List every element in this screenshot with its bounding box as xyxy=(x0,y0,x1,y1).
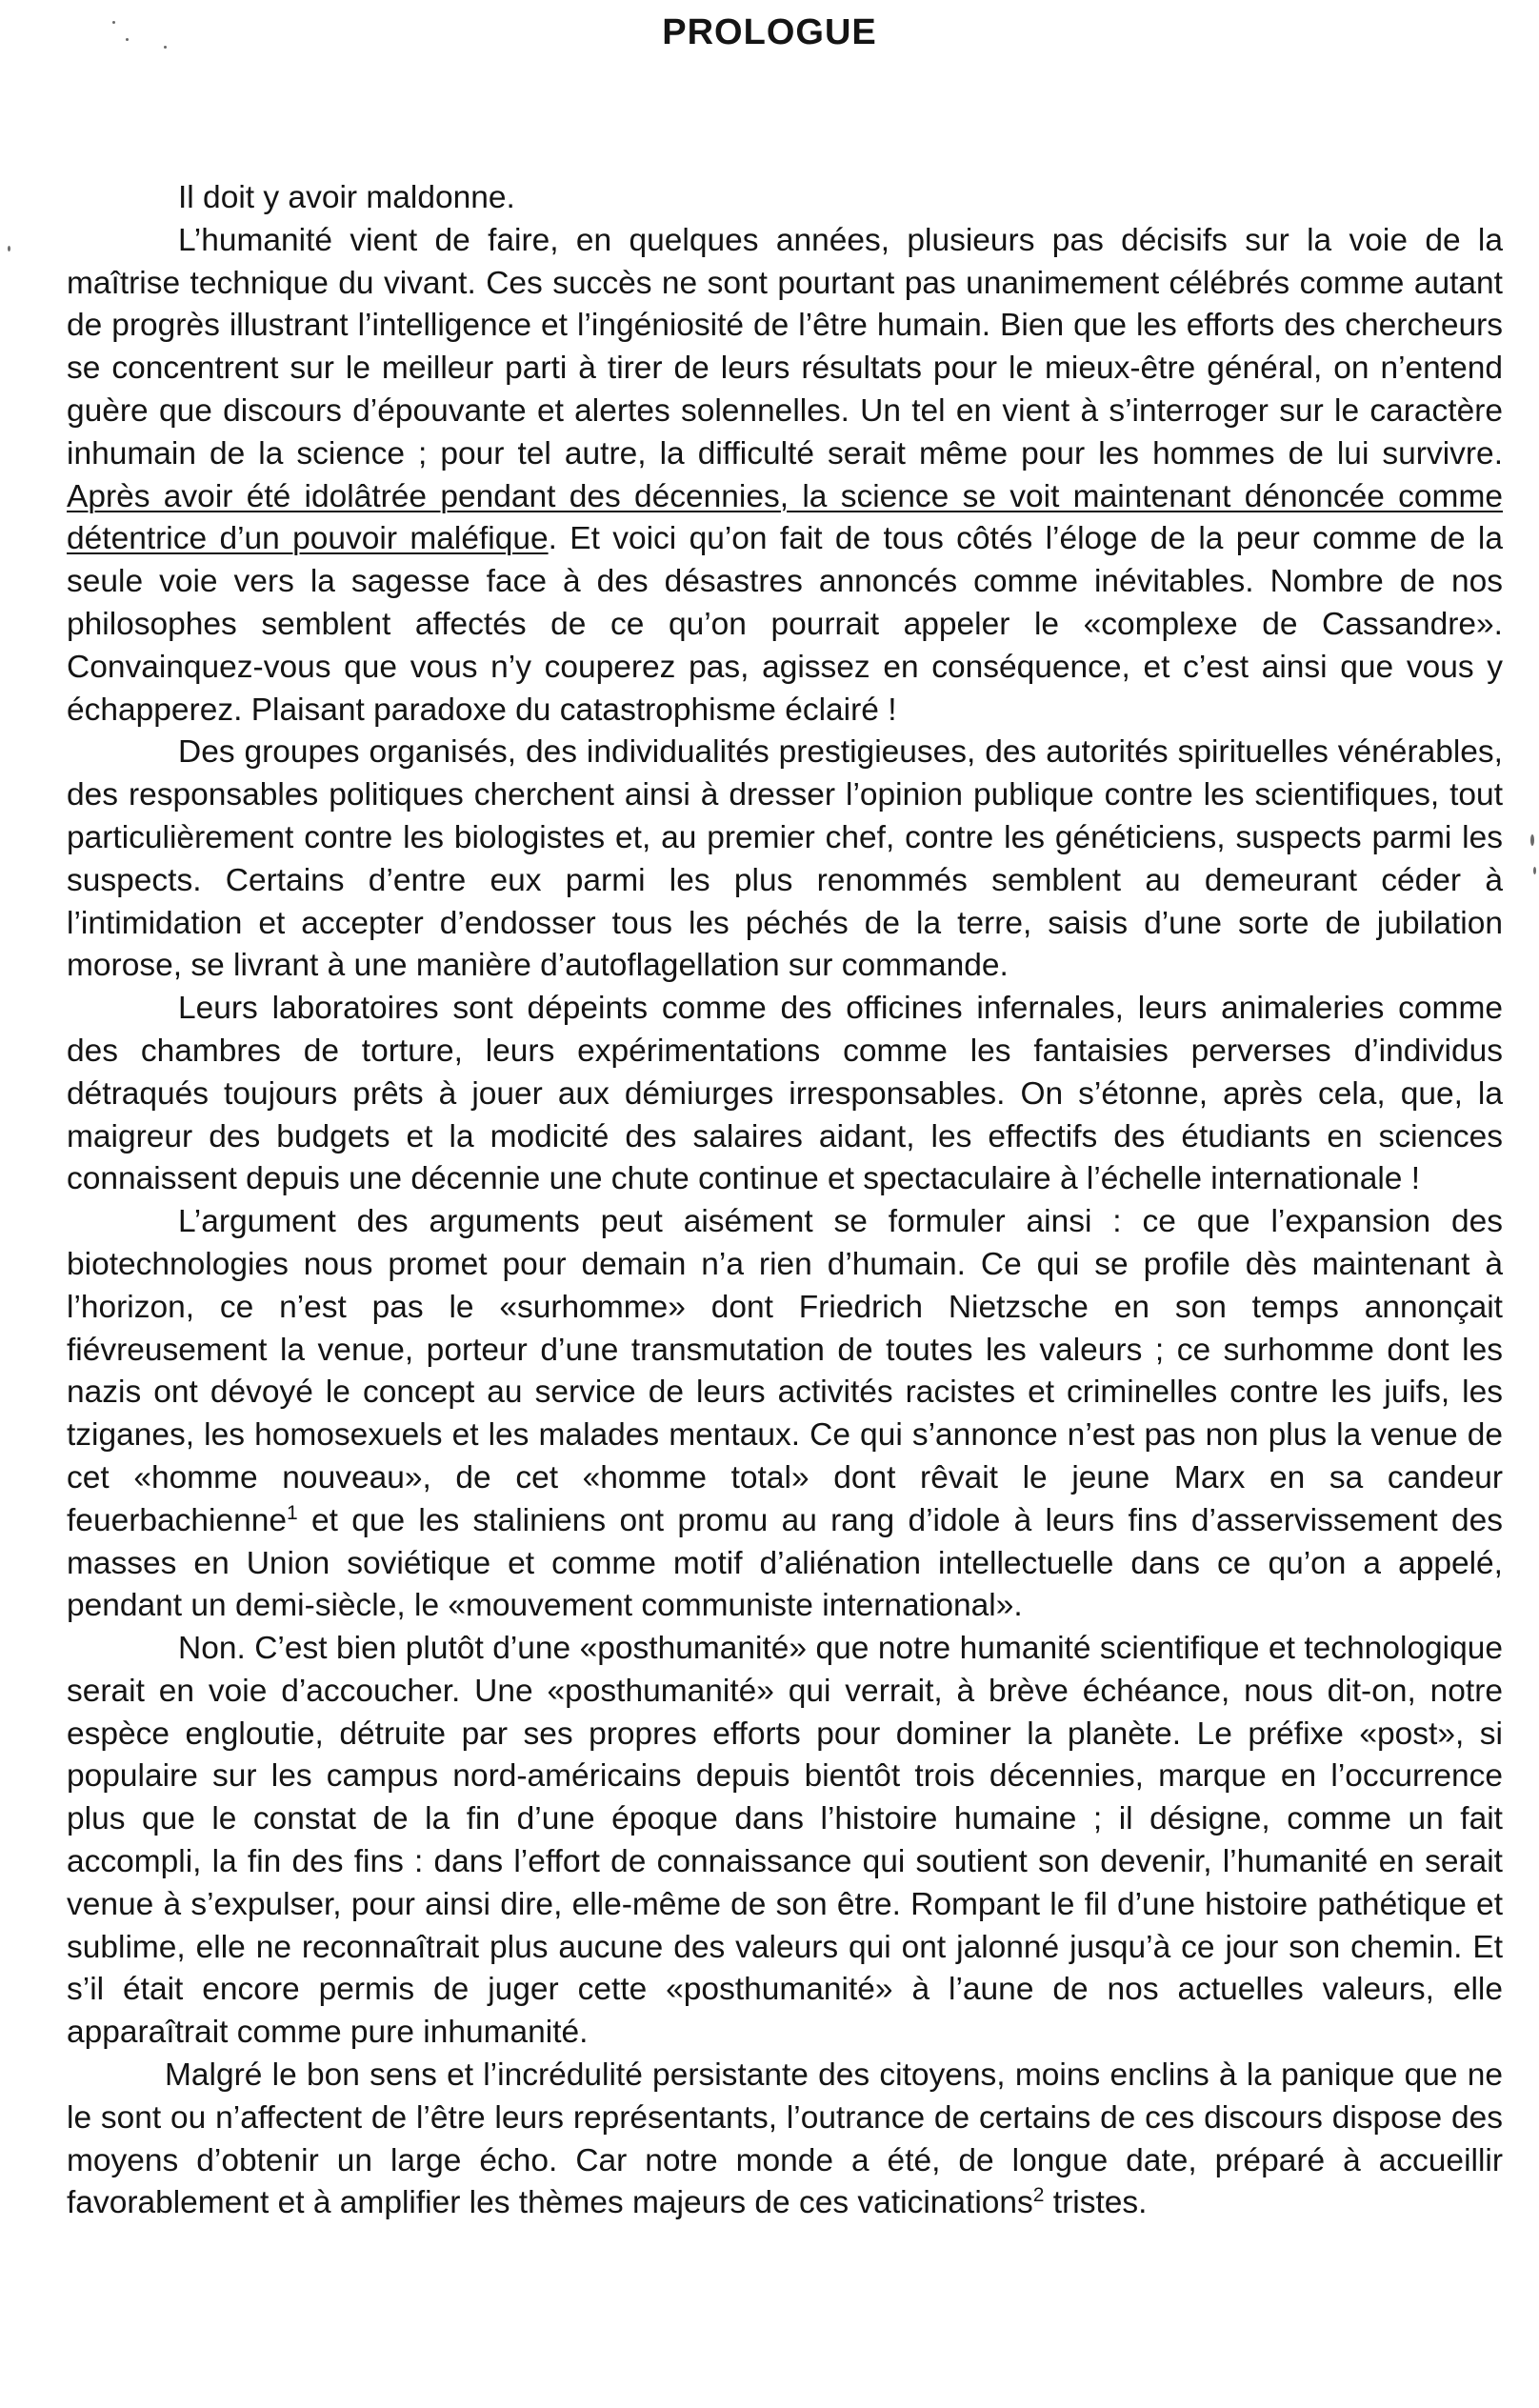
scan-speck xyxy=(126,38,129,41)
text-run: Malgré le bon sens et l’incrédulité persistante des citoyens, moins enclins à la panique que ne le sont ou n’affectent de l’être leurs représentants, l’outrance de certains de ces discours dispose des moyens d’obtenir un large écho. Car notre monde a été, de longue date, préparé à accueillir favorablement et à amplifier les thèmes majeurs de ces vaticinations xyxy=(67,2057,1503,2221)
scan-speck xyxy=(8,246,10,251)
text-run: tristes. xyxy=(1044,2185,1148,2221)
footnote-marker: 1 xyxy=(286,1501,298,1524)
scan-speck xyxy=(1533,867,1536,874)
scan-speck xyxy=(1530,834,1534,846)
text-run: Non. C’est bien plutôt d’une «posthumanité» que notre humanité scientifique et technologique serait en voie d’accoucher. Une «posthumanité» qui verrait, à brève échéance, nous dit-on, notre espèce engloutie, détruite par ses propres efforts pour dominer la planète. Le préfixe «post», si populaire sur les campus nord-américains depuis bientôt trois décennies, marque en l’occurrence plus que le constat de la fin d’une époque dans l’histoire humaine ; il désigne, comme un fait accompli, la fin des fins : dans l’effort de connaissance qui soutient son devenir, l’humanité en serait venue à s’expulser, pour ainsi dire, elle-même de son être. Rompant le fil d’une histoire pathétique et sublime, elle ne reconnaîtrait plus aucune des valeurs qui ont jalonné jusqu’à ce jour son chemin. Et s’il était encore permis de juger cette «posthumanité» à l’aune de nos actuelles valeurs, elle apparaîtrait comme pure inhumanité. xyxy=(67,1631,1503,2051)
text-run: Des groupes organisés, des individualités prestigieuses, des autorités spirituelles vénérables, des responsables politiques cherchent ainsi à dresser l’opinion publique contre les scientifiques, tout particulièrement contre les biologistes et, au premier chef, contre les généticiens, suspects parmi les suspects. Certains d’entre eux parmi les plus renommés semblent au demeurant céder à l’intimidation et accepter d’endosser tous les péchés de la terre, saisis d’une sorte de jubilation morose, se livrant à une manière d’autoflagellation sur commande. xyxy=(67,734,1503,984)
text-run: L’humanité vient de faire, en quelques années, plusieurs pas décisifs sur la voie de la maîtrise technique du vivant. Ces succès ne sont pourtant pas unanimement célébrés comme autant de progrès illustrant l’intelligence et l’ingéniosité de l’être humain. Bien que les efforts des chercheurs se concentrent sur le meilleur parti à tirer de leurs résultats pour le mieux-être général, on n’entend guère que discours d’épouvante et alertes solennelles. Un tel en vient à s’interroger sur le caractère inhumain de la science ; pour tel autre, la difficulté serait même pour les hommes de lui survivre. xyxy=(67,222,1503,472)
scan-speck xyxy=(164,46,167,49)
scan-speck xyxy=(112,21,115,24)
text-run: Il doit y avoir maldonne. xyxy=(178,180,515,215)
page-title: PROLOGUE xyxy=(662,12,877,52)
text-run: . Et voici qu’on fait de tous côtés l’éloge de la peur comme de la seule voie vers la sagesse face à des désastres annoncés comme inévitables. Nombre de nos philosophes semblent affectés de ce qu’on pourrait appeler le «complexe de Cassandre». Convainquez-vous que vous n’y couperez pas, agissez en conséquence, et c’est ainsi que vous y échapperez. Plaisant paradoxe du catastrophisme éclairé ! xyxy=(67,521,1503,728)
text-run: L’argument des arguments peut aisément se formuler ainsi : ce que l’expansion des biotechnologies nous promet pour demain n’a rien d’humain. Ce qui se profile dès maintenant à l’horizon, ce n’est pas le «surhomme» dont Friedrich Nietzsche en son temps annonçait fiévreusement la venue, porteur d’une transmutation de toutes les valeurs ; ce surhomme dont les nazis ont dévoyé le concept au service de leurs activités racistes et criminelles contre les juifs, les tziganes, les homosexuels et les malades mentaux. Ce qui s’annonce n’est pas non plus la venue de cet «homme nouveau», de cet «homme total» dont rêvait le jeune Marx en sa candeur feuerbachienne xyxy=(67,1204,1503,1538)
paragraph xyxy=(67,732,1503,988)
text-run: et que les staliniens ont promu au rang d’idole à leurs fins d’asservissement des masses en Union soviétique et comme motif d’aliénation intellectuelle dans ce qu’on a appelé, pendant un demi-siècle, le «mouvement communiste international». xyxy=(67,1502,1503,1624)
text-run: Leurs laboratoires sont dépeints comme des officines infernales, leurs animaleries comme des chambres de torture, leurs expérimentations comme les fantaisies perverses d’individus détraqués toujours prêts à jouer aux démiurges irresponsables. On s’étonne, après cela, que, la maigreur des budgets et la modicité des salaires aidant, les effectifs des étudiants en sciences connaissent depuis une décennie une chute continue et spectaculaire à l’échelle internationale ! xyxy=(67,991,1503,1197)
underlined-passage: Après avoir été idolâtrée pendant des décennies, la science se voit maintenant dénoncée comme détentrice d’un pouvoir maléfique xyxy=(67,478,1503,557)
paragraph xyxy=(67,177,1503,220)
paragraph xyxy=(67,1201,1503,1628)
paragraph xyxy=(67,2055,1503,2225)
prologue-body xyxy=(67,177,1503,2225)
paragraph xyxy=(67,1628,1503,2055)
footnote-marker: 2 xyxy=(1032,2184,1045,2207)
paragraph xyxy=(67,220,1503,732)
paragraph xyxy=(67,988,1503,1201)
